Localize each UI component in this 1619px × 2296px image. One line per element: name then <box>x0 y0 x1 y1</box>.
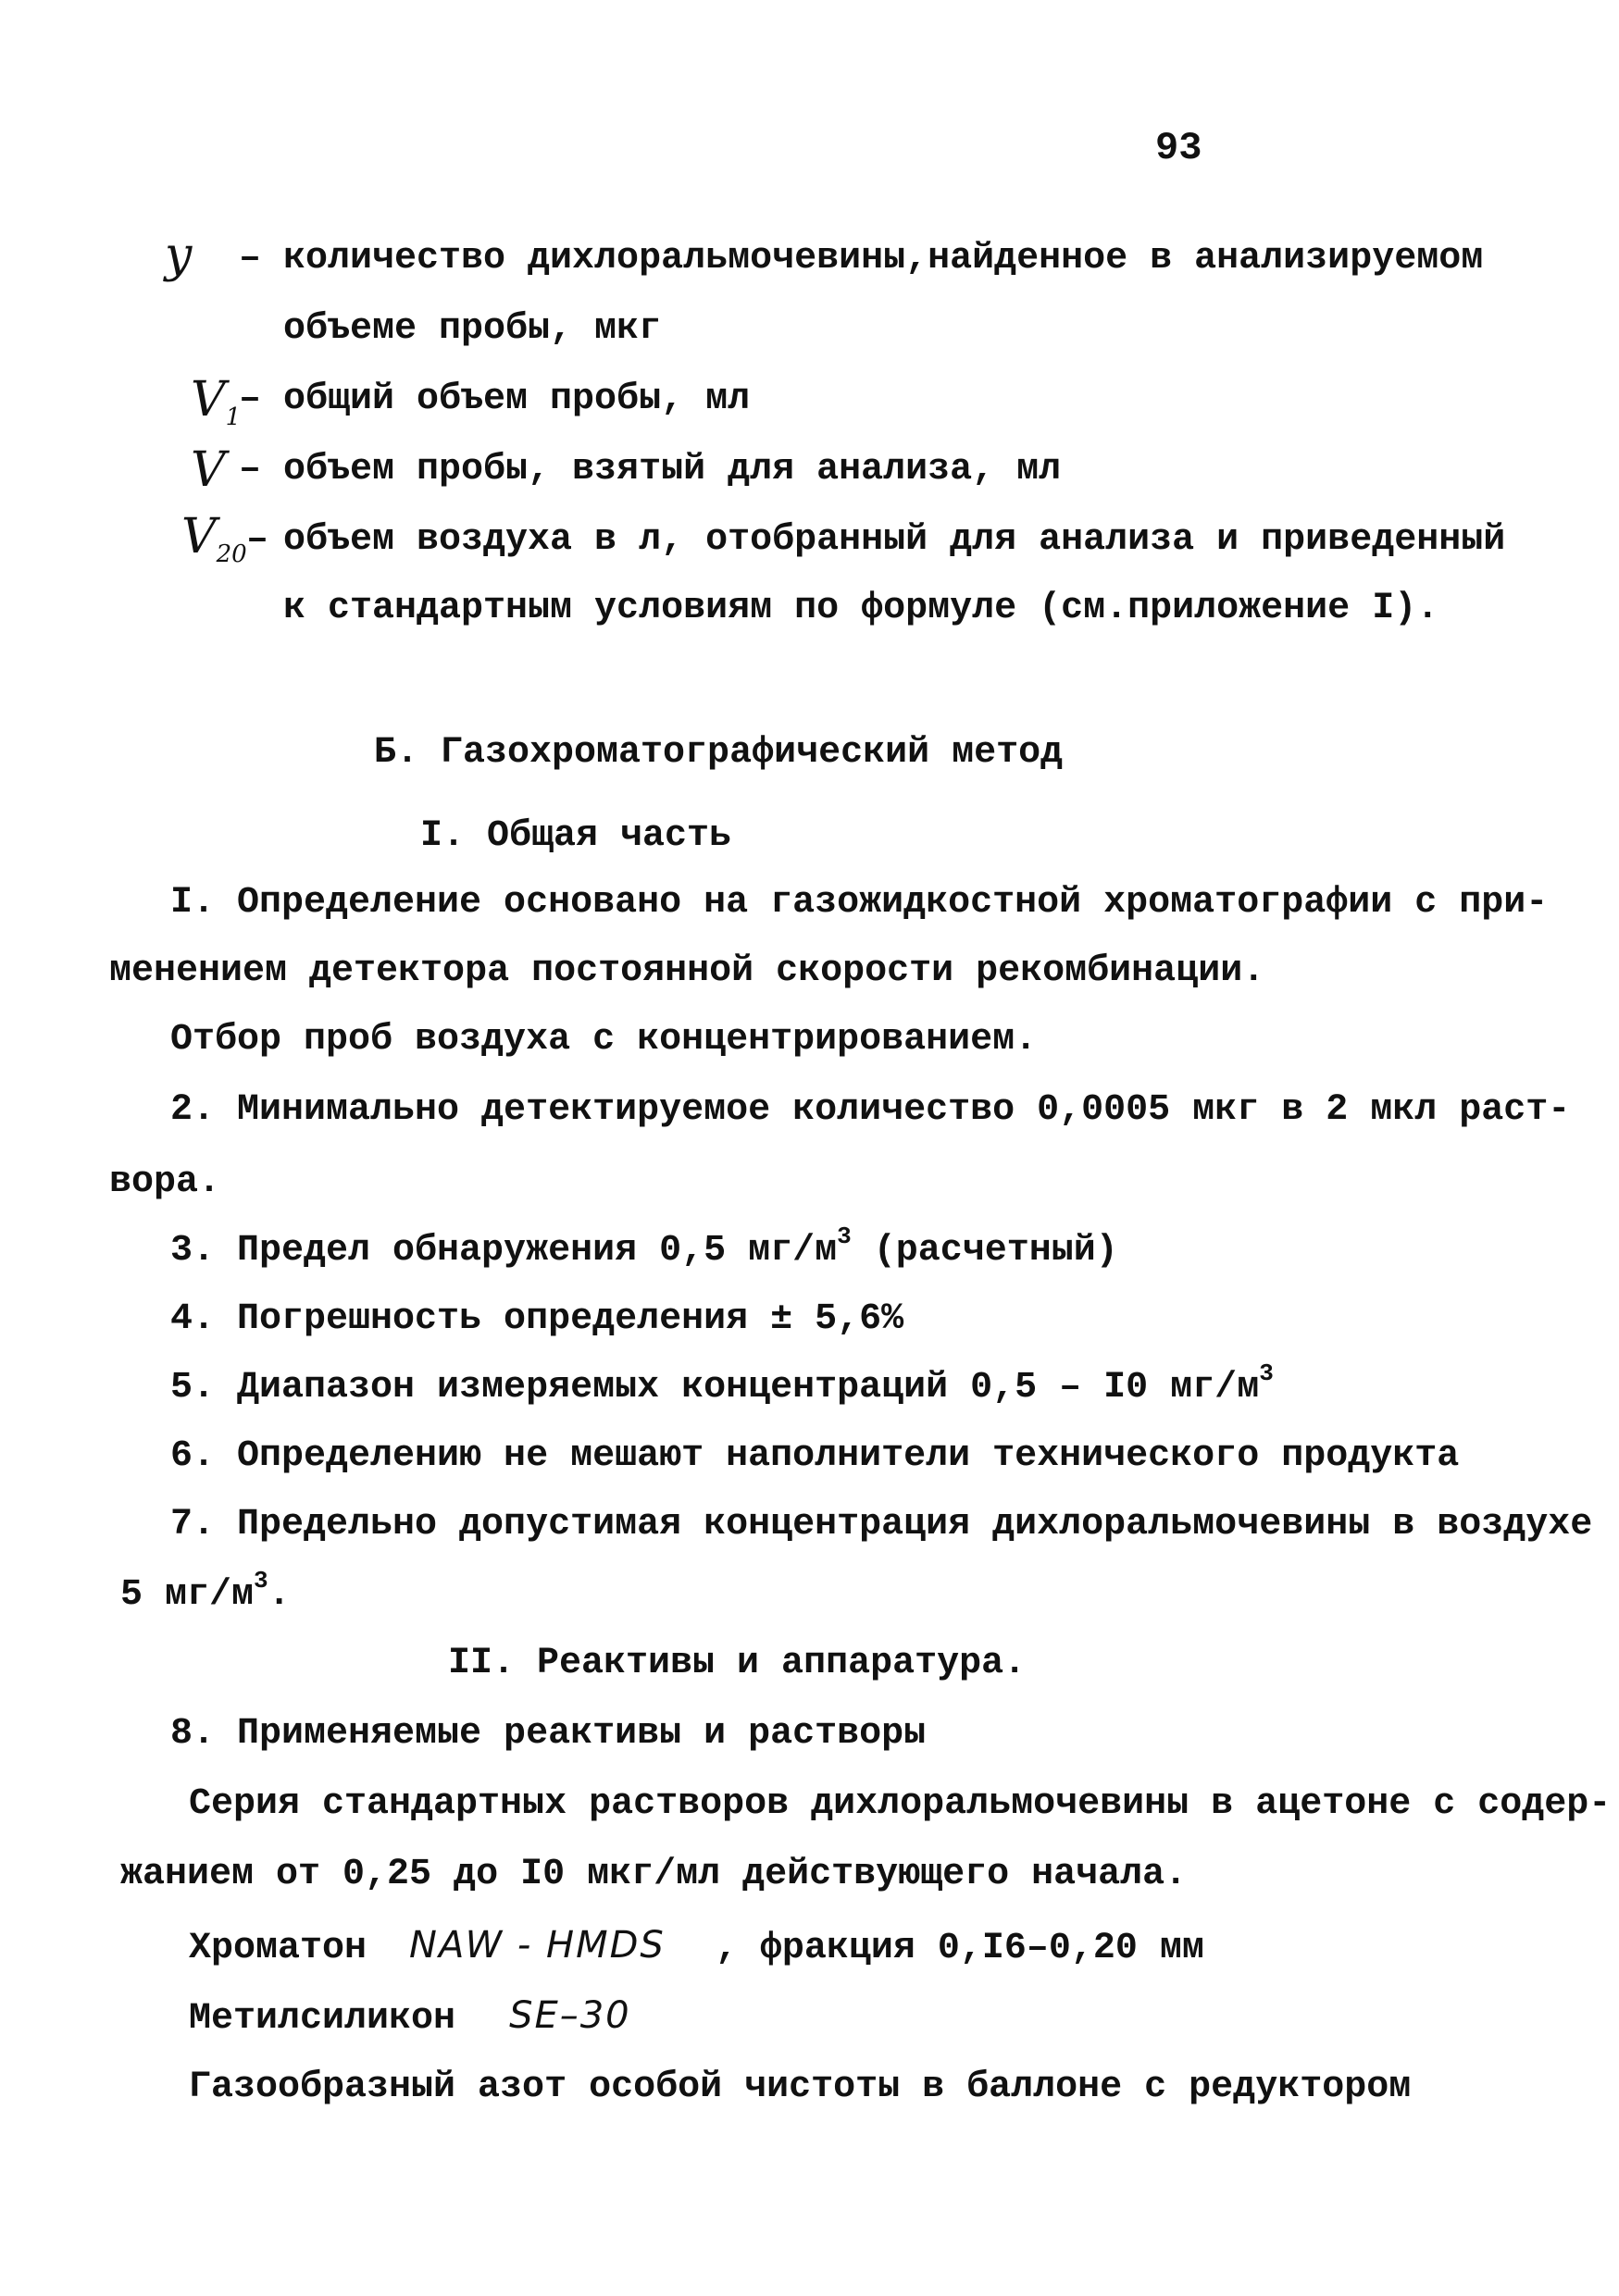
section-title: Б. Газохроматографический метод <box>374 732 1064 774</box>
symbol-v20: $V_{20}$ <box>181 509 247 568</box>
legend-v20-line1: объем воздуха в л, отобранный для анализа и приведенный <box>283 519 1506 561</box>
subsection-general: I. Общая часть <box>420 815 732 857</box>
page-number: 93 <box>1155 126 1202 170</box>
paragraph-2-line-2: вора. <box>109 1161 221 1203</box>
methylsilicone-label: Метилсиликон <box>189 1998 456 2040</box>
paragraph-7-line-2: 5 $мг/м^3$. <box>120 1567 291 1616</box>
paragraph-3: 3. Предел обнаружения 0,5 $мг/м^3$ (расчетный) <box>170 1222 1118 1272</box>
legend-y-line1: количество дихлоральмочевины,найденное в анализируемом <box>283 238 1484 279</box>
symbol-y: y <box>165 228 193 283</box>
subsection-reagents: II. Реактивы и аппаратура. <box>448 1643 1027 1684</box>
paragraph-1-line-2: менением детектора постоянной скорости рекомбинации. <box>109 950 1265 992</box>
chromaton-fraction: , фракция 0,I6–0,20 мм <box>715 1928 1204 1969</box>
methylsilicone-line <box>189 1993 631 2042</box>
paragraph-5: 5. Диапазон измеряемых концентраций 0,5 – I0 $мг/м^3$ <box>170 1359 1274 1409</box>
paragraph-8: 8. Применяемые реактивы и растворы <box>170 1713 927 1755</box>
nitrogen-line: Газообразный азот особой чистоты в баллоне с редуктором <box>189 2066 1412 2108</box>
methylsilicone-name: SE–30 <box>509 1994 631 2037</box>
paragraph-8-line-1: Серия стандартных растворов дихлоральмочевины в ацетоне с содер- <box>189 1783 1612 1825</box>
paragraph-4: 4. Погрешность определения ± 5,6% <box>170 1298 904 1340</box>
chromaton-label: Хроматон <box>189 1928 367 1969</box>
legend-v20-dash: – <box>246 519 269 561</box>
paragraph-2-line-1: 2. Минимально детектируемое количество 0,0005 мкг в 2 мкл раст- <box>170 1089 1571 1131</box>
symbol-v1: $V_1$ <box>191 372 242 431</box>
paragraph-1-line-3: Отбор проб воздуха с концентрированием. <box>170 1019 1038 1061</box>
legend-v-line1: объем пробы, взятый для анализа, мл <box>283 449 1062 490</box>
paragraph-1-line-1: I. Определение основано на газожидкостной хроматографии с при- <box>170 882 1549 924</box>
legend-y-line2: объеме пробы, мкг <box>283 308 662 350</box>
legend-v-dash: – <box>239 449 262 490</box>
legend-y-dash: – <box>239 238 262 279</box>
paragraph-7-line-1: 7. Предельно допустимая концентрация дихлоральмочевины в воздухе <box>170 1504 1593 1545</box>
chromaton-line <box>189 1923 1204 1971</box>
legend-v20-line2: к стандартным условиям по формуле (см.приложение I). <box>283 588 1439 629</box>
symbol-v: V <box>191 442 226 498</box>
paragraph-8-line-2: жанием от 0,25 до I0 мкг/мл действующего начала. <box>120 1854 1188 1895</box>
paragraph-6: 6. Определению не мешают наполнители технического продукта <box>170 1435 1460 1477</box>
legend-v1-line1: общий объем пробы, мл <box>283 379 751 420</box>
legend-v1-dash: – <box>239 379 262 420</box>
chromaton-name: NAW - HMDS <box>409 1924 666 1967</box>
